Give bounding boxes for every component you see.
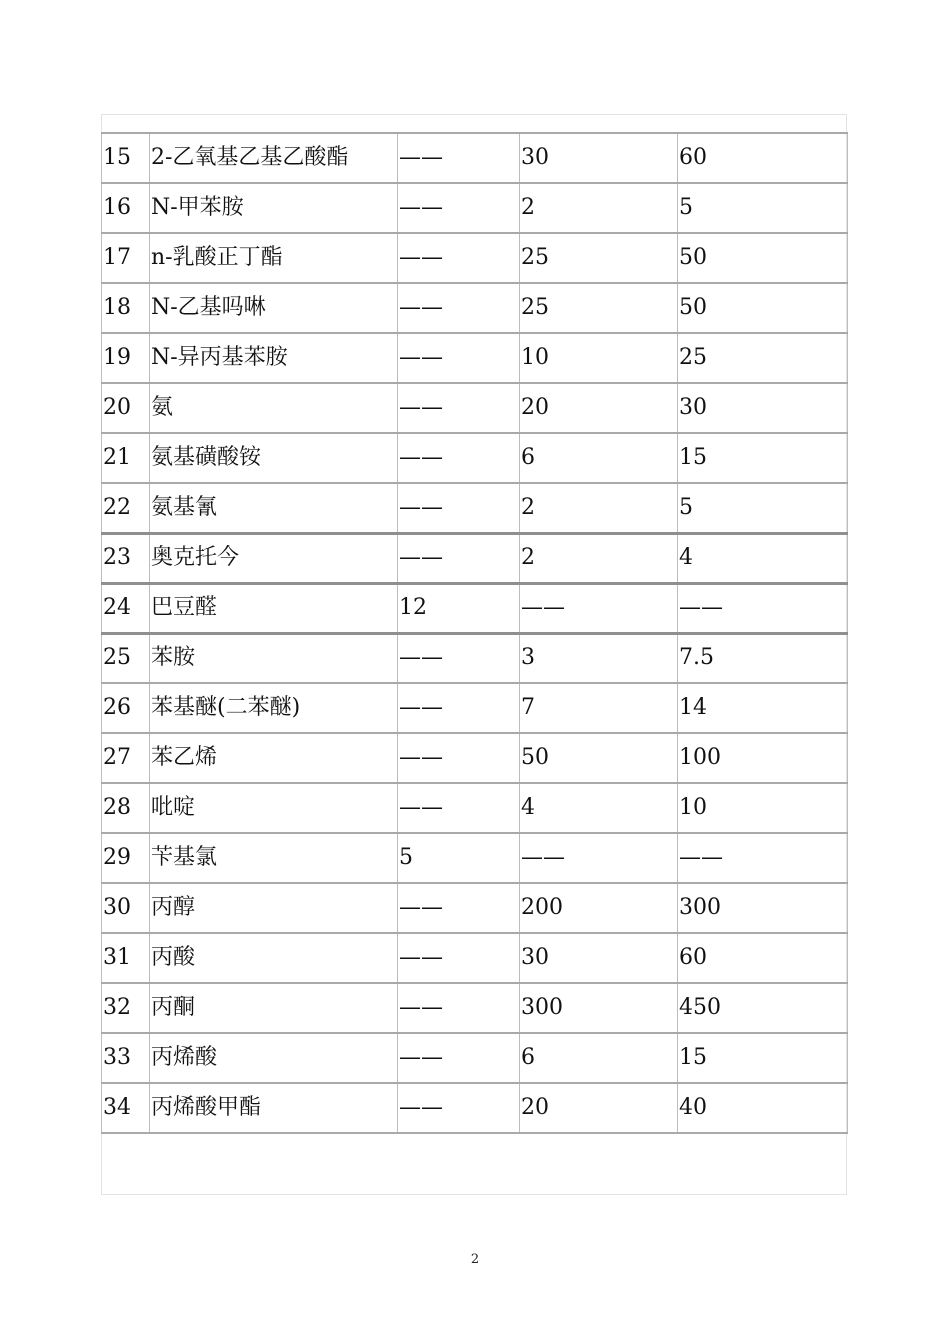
row-number-cell: 15: [102, 133, 150, 183]
pc-stel-cell: 40: [678, 1083, 848, 1133]
table-row: [102, 583, 848, 633]
row-number-cell: 27: [102, 733, 150, 783]
pc-stel-cell: 450: [678, 983, 848, 1033]
substance-name-cell: 丙烯酸: [150, 1033, 398, 1083]
pc-stel-cell: 60: [678, 933, 848, 983]
pc-stel-cell: 14: [678, 683, 848, 733]
row-number-cell: 34: [102, 1083, 150, 1133]
pc-twa-cell: 10: [520, 333, 678, 383]
pc-stel-cell: 10: [678, 783, 848, 833]
table-row: [102, 633, 848, 683]
pc-stel-cell: 60: [678, 133, 848, 183]
pc-twa-cell: 30: [520, 133, 678, 183]
pc-twa-cell: 50: [520, 733, 678, 783]
pc-twa-cell: 20: [520, 383, 678, 433]
row-number-cell: 29: [102, 833, 150, 883]
substance-name-cell: 苯胺: [150, 633, 398, 683]
pc-stel-cell: 15: [678, 433, 848, 483]
substance-name-cell: 苄基氯: [150, 833, 398, 883]
pc-stel-cell: ——: [678, 583, 848, 633]
page-number: 2: [470, 1252, 480, 1267]
substance-name-cell: 丙烯酸甲酯: [150, 1083, 398, 1133]
pc-stel-cell: 7.5: [678, 633, 848, 683]
table-row: [102, 733, 848, 783]
row-number-cell: 21: [102, 433, 150, 483]
pc-twa-cell: 25: [520, 283, 678, 333]
pc-twa-cell: 300: [520, 983, 678, 1033]
mac-value-cell: 12: [398, 583, 520, 633]
substance-name-cell: 2-乙氧基乙基乙酸酯: [150, 133, 398, 183]
row-number-cell: 22: [102, 483, 150, 533]
substance-name-cell: 苯乙烯: [150, 733, 398, 783]
substance-name-cell: 丙酸: [150, 933, 398, 983]
substance-name-cell: 氨基磺酸铵: [150, 433, 398, 483]
substance-name-cell: 丙酮: [150, 983, 398, 1033]
table-row: [102, 283, 848, 333]
table-row: [102, 983, 848, 1033]
substance-name-cell: n-乳酸正丁酯: [150, 233, 398, 283]
pc-stel-cell: 50: [678, 283, 848, 333]
table-body: [102, 133, 848, 1133]
row-number-cell: 32: [102, 983, 150, 1033]
table-row: [102, 483, 848, 533]
substance-name-cell: N-异丙基苯胺: [150, 333, 398, 383]
row-number-cell: 33: [102, 1033, 150, 1083]
mac-value-cell: ——: [398, 1083, 520, 1133]
table-row: [102, 183, 848, 233]
mac-value-cell: ——: [398, 333, 520, 383]
substance-name-cell: 吡啶: [150, 783, 398, 833]
pc-twa-cell: 30: [520, 933, 678, 983]
mac-value-cell: ——: [398, 883, 520, 933]
mac-value-cell: ——: [398, 933, 520, 983]
row-number-cell: 20: [102, 383, 150, 433]
mac-value-cell: ——: [398, 433, 520, 483]
table-row: [102, 233, 848, 283]
pc-twa-cell: ——: [520, 833, 678, 883]
table-row: [102, 433, 848, 483]
mac-value-cell: ——: [398, 183, 520, 233]
table-row: [102, 933, 848, 983]
row-number-cell: 24: [102, 583, 150, 633]
pc-stel-cell: 50: [678, 233, 848, 283]
mac-value-cell: ——: [398, 483, 520, 533]
row-number-cell: 19: [102, 333, 150, 383]
mac-value-cell: ——: [398, 783, 520, 833]
table-row: [102, 683, 848, 733]
pc-twa-cell: 6: [520, 433, 678, 483]
substance-name-cell: 奥克托今: [150, 533, 398, 583]
table-row: [102, 533, 848, 583]
substance-name-cell: 氨基氰: [150, 483, 398, 533]
mac-value-cell: ——: [398, 133, 520, 183]
table-row: [102, 333, 848, 383]
pc-stel-cell: 25: [678, 333, 848, 383]
row-number-cell: 25: [102, 633, 150, 683]
row-number-cell: 23: [102, 533, 150, 583]
pc-twa-cell: 200: [520, 883, 678, 933]
substance-name-cell: 苯基醚(二苯醚): [150, 683, 398, 733]
pc-twa-cell: 20: [520, 1083, 678, 1133]
pc-twa-cell: 2: [520, 483, 678, 533]
table-row: [102, 833, 848, 883]
table-row: [102, 883, 848, 933]
table-row: [102, 383, 848, 433]
mac-value-cell: ——: [398, 383, 520, 433]
pc-stel-cell: ——: [678, 833, 848, 883]
row-number-cell: 17: [102, 233, 150, 283]
pc-stel-cell: 5: [678, 183, 848, 233]
table-row: [102, 1083, 848, 1133]
mac-value-cell: 5: [398, 833, 520, 883]
row-number-cell: 30: [102, 883, 150, 933]
row-number-cell: 16: [102, 183, 150, 233]
data-table: [101, 132, 848, 1134]
substance-name-cell: 巴豆醛: [150, 583, 398, 633]
row-number-cell: 31: [102, 933, 150, 983]
pc-twa-cell: 2: [520, 183, 678, 233]
pc-twa-cell: 7: [520, 683, 678, 733]
mac-value-cell: ——: [398, 233, 520, 283]
pc-twa-cell: ——: [520, 583, 678, 633]
pc-stel-cell: 15: [678, 1033, 848, 1083]
substance-name-cell: 丙醇: [150, 883, 398, 933]
substance-name-cell: 氨: [150, 383, 398, 433]
mac-value-cell: ——: [398, 633, 520, 683]
mac-value-cell: ——: [398, 983, 520, 1033]
pc-twa-cell: 3: [520, 633, 678, 683]
mac-value-cell: ——: [398, 283, 520, 333]
pc-twa-cell: 25: [520, 233, 678, 283]
pc-stel-cell: 100: [678, 733, 848, 783]
row-number-cell: 26: [102, 683, 150, 733]
table-row: [102, 133, 848, 183]
pc-stel-cell: 4: [678, 533, 848, 583]
row-number-cell: 28: [102, 783, 150, 833]
substance-name-cell: N-乙基吗啉: [150, 283, 398, 333]
substance-name-cell: N-甲苯胺: [150, 183, 398, 233]
pc-twa-cell: 4: [520, 783, 678, 833]
pc-stel-cell: 5: [678, 483, 848, 533]
mac-value-cell: ——: [398, 733, 520, 783]
table-row: [102, 783, 848, 833]
pc-twa-cell: 2: [520, 533, 678, 583]
mac-value-cell: ——: [398, 1033, 520, 1083]
mac-value-cell: ——: [398, 533, 520, 583]
mac-value-cell: ——: [398, 683, 520, 733]
pc-twa-cell: 6: [520, 1033, 678, 1083]
pc-stel-cell: 300: [678, 883, 848, 933]
table-row: [102, 1033, 848, 1083]
pc-stel-cell: 30: [678, 383, 848, 433]
row-number-cell: 18: [102, 283, 150, 333]
